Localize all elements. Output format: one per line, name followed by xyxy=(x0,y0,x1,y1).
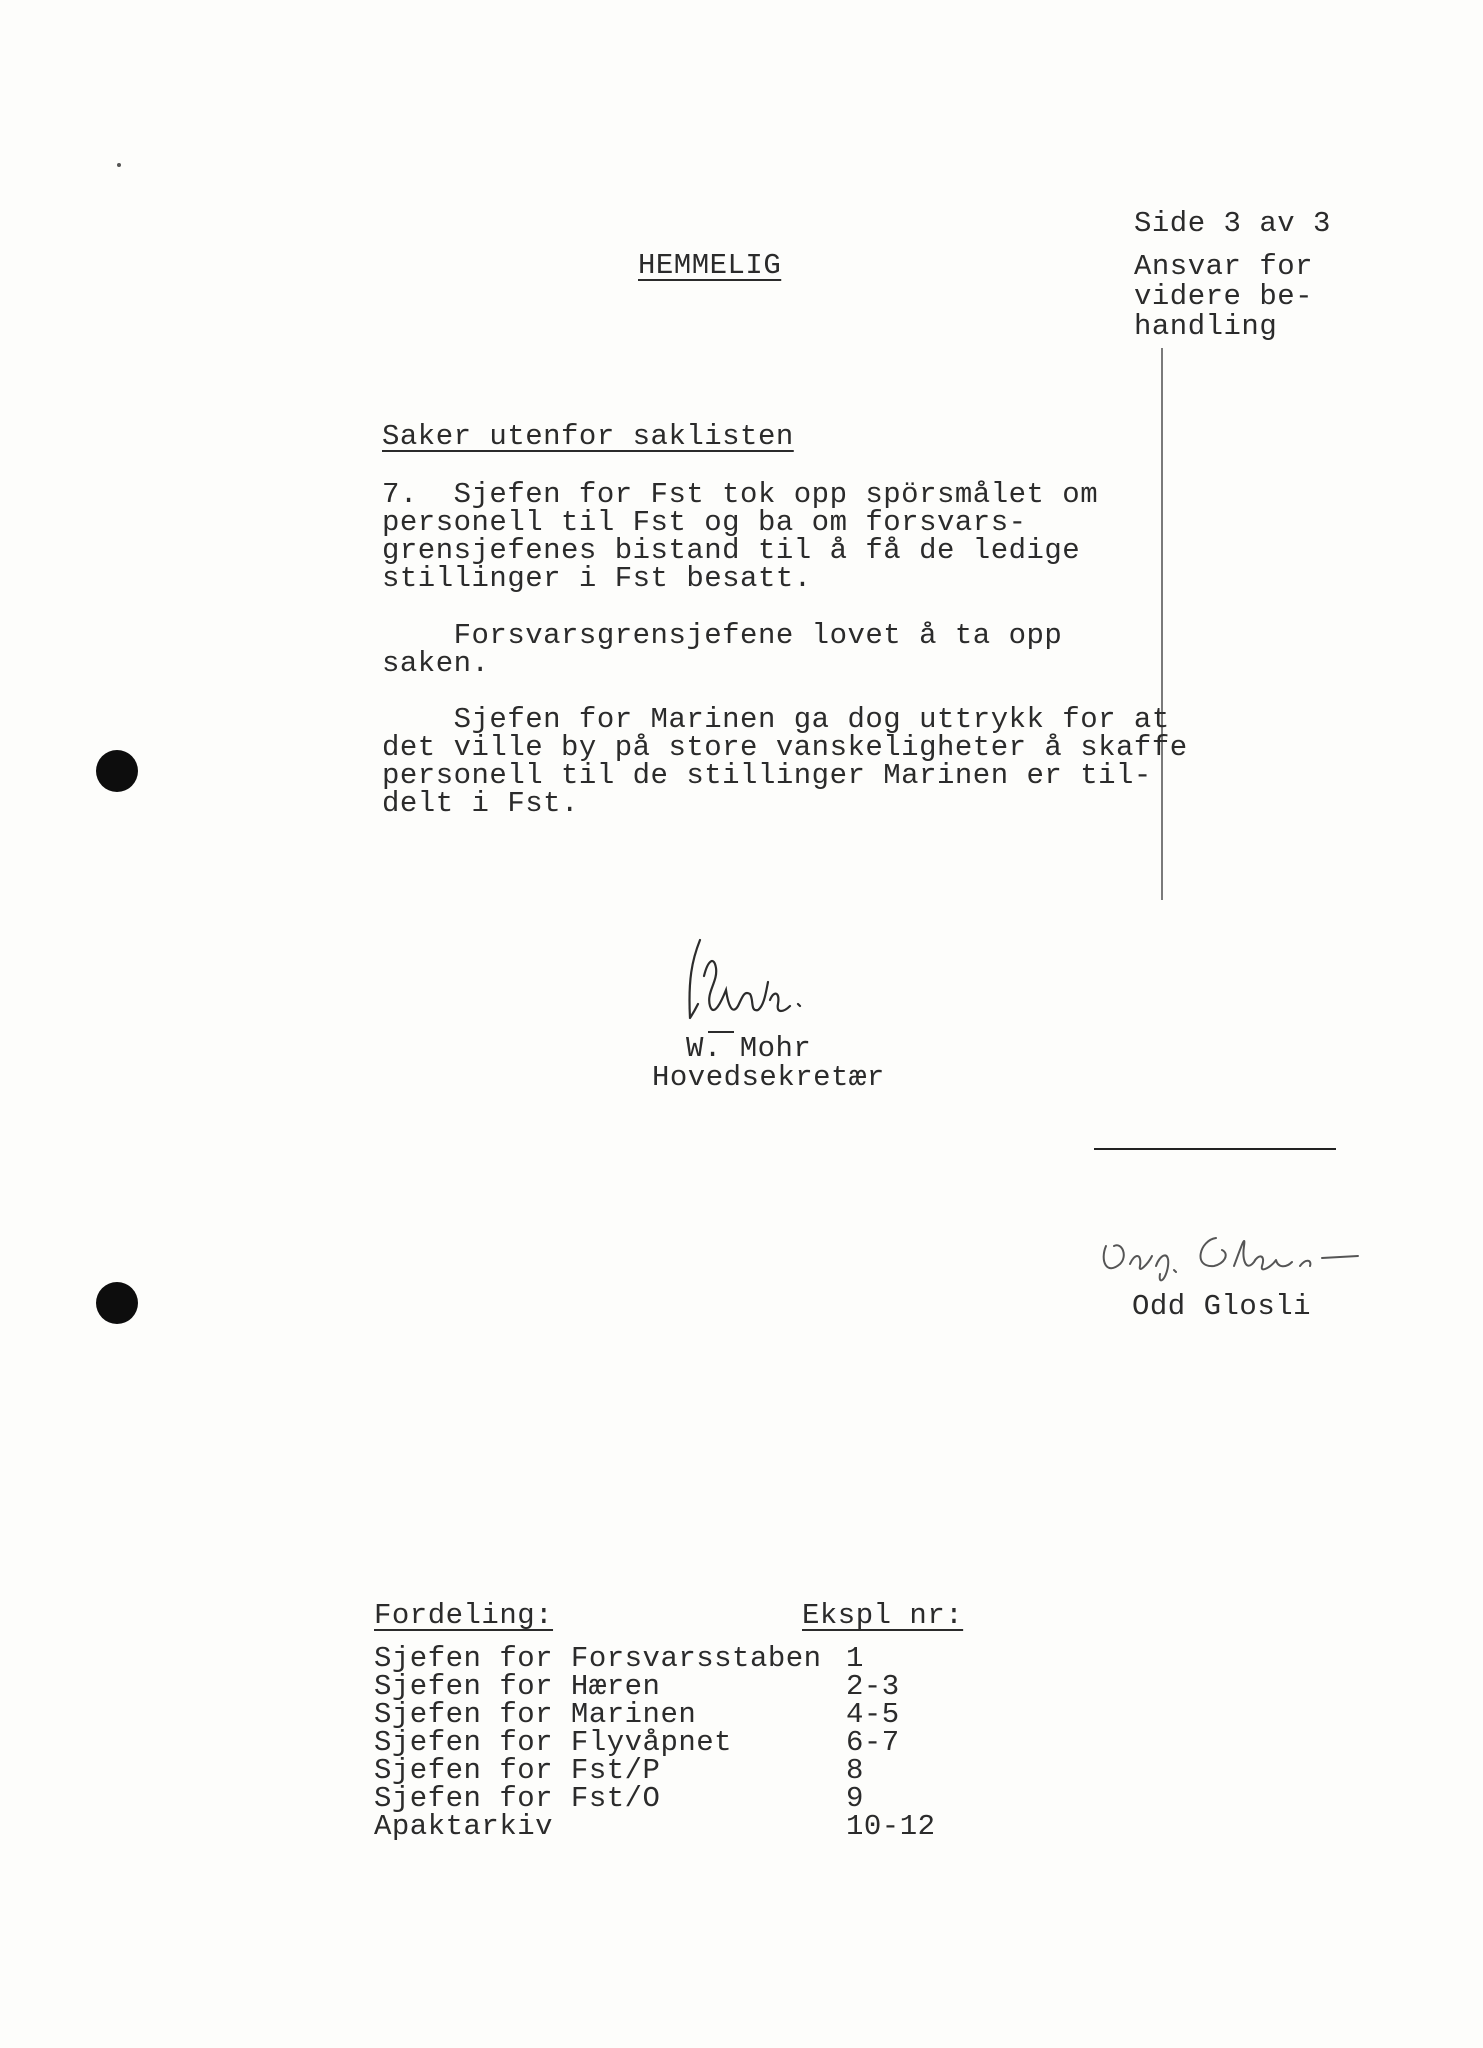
distribution-recipient: Sjefen for Flyvåpnet xyxy=(374,1726,733,1759)
classification-marking: HEMMELIG xyxy=(638,249,782,282)
distribution-copies: 6-7 xyxy=(846,1726,900,1759)
copies-heading: Ekspl nr: xyxy=(802,1599,964,1632)
distribution-copies: 1 xyxy=(846,1642,864,1675)
signer-1-name: W. Mohr xyxy=(686,1032,812,1065)
distribution-row xyxy=(374,1698,994,1731)
paragraph-1-line-1: 7. Sjefen for Fst tok opp spörsmålet om xyxy=(382,478,1099,511)
distribution-copies: 9 xyxy=(846,1782,864,1815)
punch-hole-lower xyxy=(96,1282,138,1324)
distribution-copies: 4-5 xyxy=(846,1698,900,1731)
handwritten-signature-glosli xyxy=(1096,1220,1366,1290)
handwritten-signature-mohr xyxy=(670,920,820,1040)
distribution-row xyxy=(374,1670,994,1703)
distribution-recipient: Sjefen for Forsvarsstaben xyxy=(374,1642,822,1675)
distribution-row xyxy=(374,1782,994,1815)
distribution-row xyxy=(374,1810,994,1843)
paragraph-3-line-2: det ville by på store vanskeligheter å skaffe xyxy=(382,731,1188,764)
page-info: Side 3 av 3 xyxy=(1134,207,1331,240)
paragraph-3-line-3: personell til de stillinger Marinen er til- xyxy=(382,759,1152,792)
distribution-copies: 2-3 xyxy=(846,1670,900,1703)
distribution-recipient: Apaktarkiv xyxy=(374,1810,554,1843)
paragraph-2-line-2: saken. xyxy=(382,647,490,680)
paragraph-1-line-4: stillinger i Fst besatt. xyxy=(382,562,812,595)
signature-separator-line xyxy=(1094,1148,1336,1150)
paper-speck xyxy=(117,163,121,167)
margin-rule xyxy=(1161,348,1163,900)
distribution-recipient: Sjefen for Fst/P xyxy=(374,1754,661,1787)
signer-1-title: Hovedsekretær xyxy=(652,1061,885,1094)
signer-2-name: Odd Glosli xyxy=(1132,1290,1312,1323)
distribution-copies: 10-12 xyxy=(846,1810,936,1843)
paragraph-3-line-4: delt i Fst. xyxy=(382,787,579,820)
paragraph-2-line-1: Forsvarsgrensjefene lovet å ta opp xyxy=(382,619,1063,652)
distribution-row xyxy=(374,1642,994,1675)
distribution-recipient: Sjefen for Hæren xyxy=(374,1670,661,1703)
distribution-recipient: Sjefen for Fst/O xyxy=(374,1782,661,1815)
responsibility-line-1: Ansvar for xyxy=(1134,250,1314,283)
section-title: Saker utenfor saklisten xyxy=(382,420,794,453)
distribution-heading: Fordeling: xyxy=(374,1599,554,1632)
punch-hole-upper xyxy=(96,750,138,792)
distribution-row xyxy=(374,1726,994,1759)
distribution-recipient: Sjefen for Marinen xyxy=(374,1698,697,1731)
paragraph-3-line-1: Sjefen for Marinen ga dog uttrykk for at xyxy=(382,703,1170,736)
paragraph-1-line-2: personell til Fst og ba om forsvars- xyxy=(382,506,1027,539)
paragraph-1-line-3: grensjefenes bistand til å få de ledige xyxy=(382,534,1081,567)
responsibility-line-3: handling xyxy=(1134,310,1278,343)
distribution-copies: 8 xyxy=(846,1754,864,1787)
distribution-row xyxy=(374,1754,994,1787)
responsibility-line-2: videre be- xyxy=(1134,280,1314,313)
